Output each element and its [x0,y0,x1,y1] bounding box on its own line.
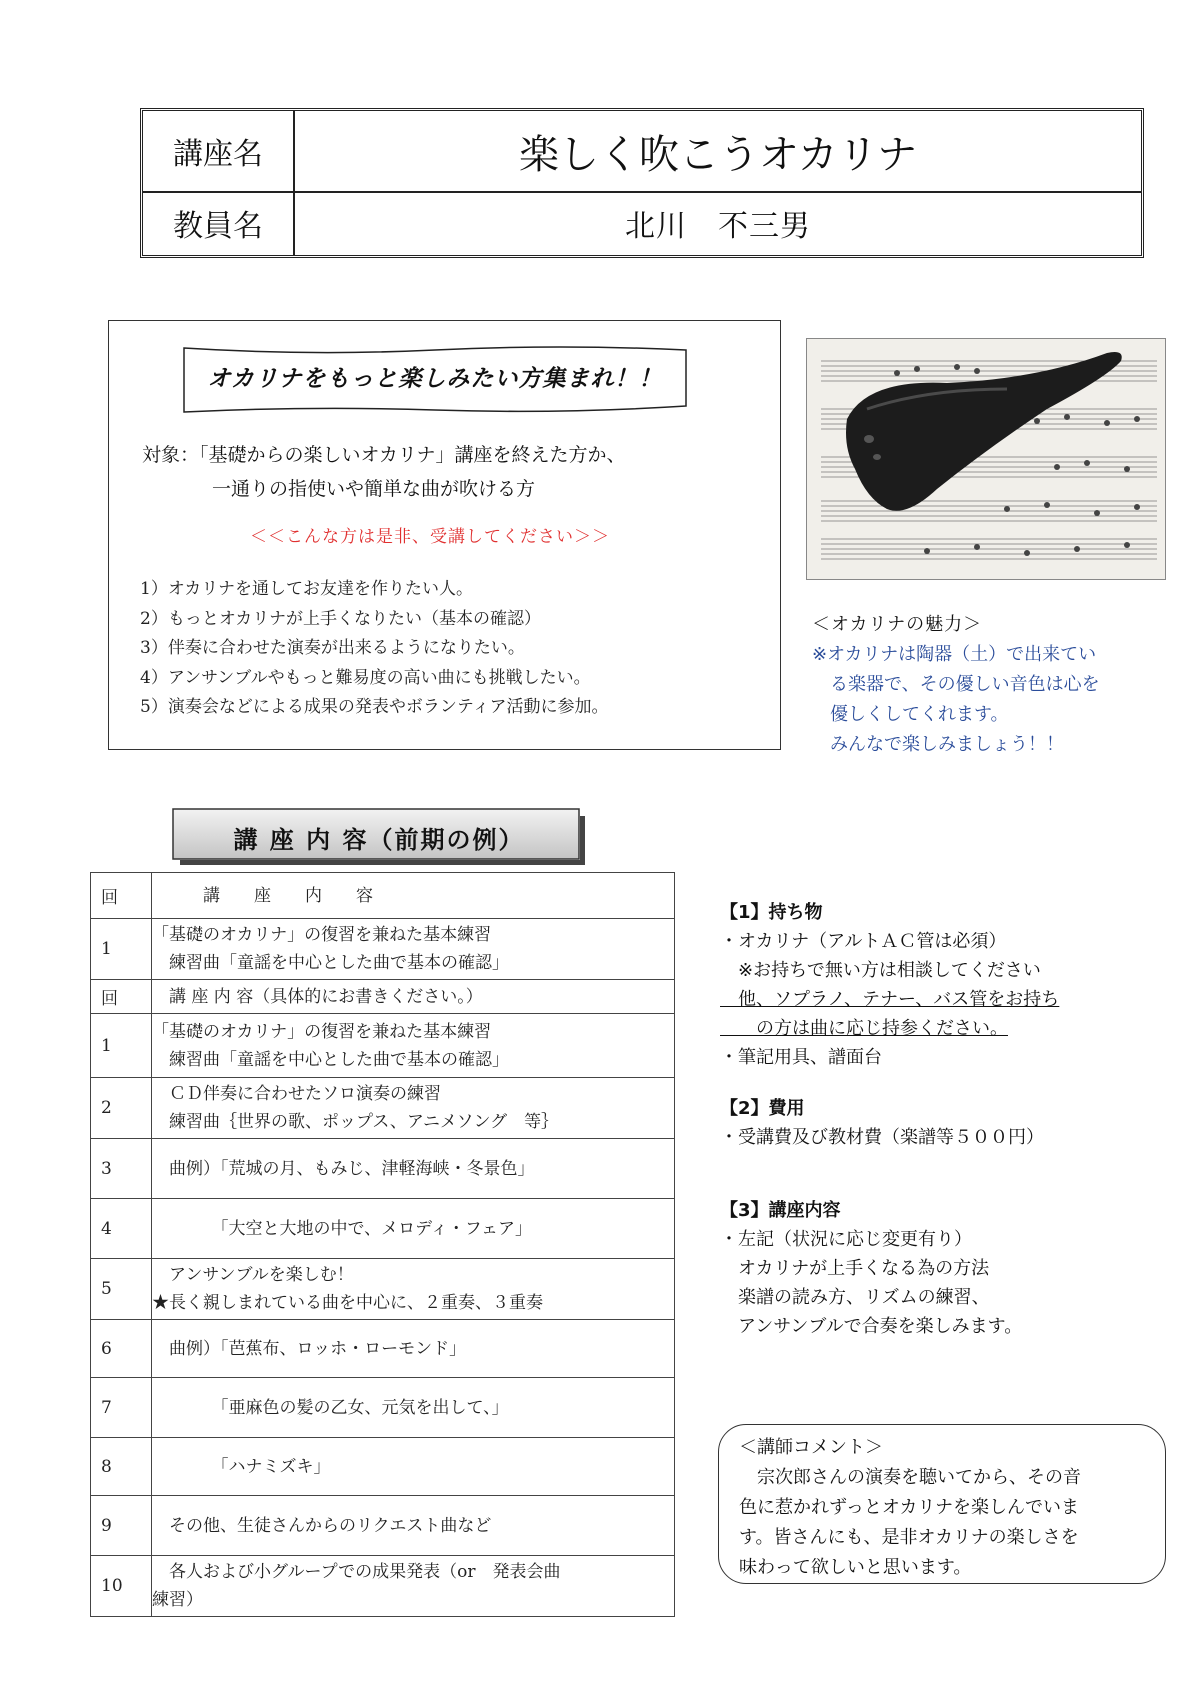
cost-item: ・受講費及び教材費（楽譜等５００円） [720,1127,1044,1148]
schedule-heading [172,808,586,866]
content-line: 楽譜の読み方、リズムの練習、 [720,1287,990,1308]
table-row [91,1496,675,1556]
col-header-no: 回 [91,873,152,919]
row-content [152,980,675,1014]
course-name-label: 講座名 [143,111,295,191]
charm-line: みんなで楽しみましょう！！ [812,734,1064,755]
row-content [152,1139,675,1199]
items-stationery: ・筆記用具、譜面台 [720,1047,882,1068]
col-header-content [152,873,675,919]
row-line: 各人および小グループでの成果発表（or 発表会曲 [152,1562,561,1582]
reason-item: 5）演奏会などによる成果の発表やボランティア活動に参加。 [140,697,609,717]
comment-line: 味わって欲しいと思います。 [739,1557,972,1578]
comment-title: ＜講師コメント＞ [739,1437,883,1458]
schedule-heading-text: 講 座 内 容（前期の例） [233,826,525,854]
content-line: ・左記（状況に応じ変更有り） [720,1229,972,1250]
row-content [152,919,675,980]
row-no: 3 [91,1139,152,1199]
row-no: 8 [91,1438,152,1496]
row-no: 7 [91,1378,152,1438]
target-line-2: 一通りの指使いや簡単な曲が吹ける方 [212,478,536,500]
items-note: ※お持ちで無い方は相談してください [720,960,1041,981]
table-row [91,1378,675,1438]
row-no: 1 [91,919,152,980]
reason-item: 4）アンサンブルやもっと難易度の高い曲にも挑戦したい。 [140,667,591,688]
target-line-1: 対象：「基礎からの楽しいオカリナ」講座を終えた方か、 [142,444,626,466]
row-line: 練習曲「童謡を中心とした曲で基本の確認」 [152,1049,509,1070]
cost-section-title: 【2】費用 [720,1098,805,1119]
row-no: 1 [91,1014,152,1078]
content-section-title: 【3】講座内容 [720,1200,841,1221]
reason-item: 2）もっとオカリナが上手くなりたい（基本の確認） [140,608,541,629]
row-line: 講 座 内 容（具体的にお書きください。） [152,986,483,1007]
content-line: オカリナが上手くなる為の方法 [720,1258,990,1279]
row-content [152,1259,675,1320]
items-ocarina: ・オカリナ（アルトＡＣ管は必須） [720,931,1007,952]
row-content [152,1199,675,1259]
teacher-name-row [143,191,1141,255]
row-line: 曲例）「荒城の月、もみじ、津軽海峡・冬景色」 [152,1158,535,1179]
row-no: 回 [91,980,152,1014]
row-line: 練習） [152,1590,203,1610]
target-audience [142,438,762,506]
row-no: 2 [91,1078,152,1139]
row-line: 「基礎のオカリナ」の復習を兼ねた基本練習 [152,925,492,945]
row-content [152,1378,675,1438]
instructor-comment [718,1424,1166,1584]
content-line: アンサンブルで合奏を楽しみます。 [720,1316,1023,1337]
items-note-underlined: の方は曲に応じ持参ください。 [720,1018,1008,1039]
items-section-title: 【1】持ち物 [720,902,823,923]
row-content [152,1014,675,1078]
row-no: 6 [91,1320,152,1378]
intro-banner [180,344,690,418]
row-line: ★長く親しまれている曲を中心に、２重奏、３重奏 [152,1293,543,1313]
comment-line: す。皆さんにも、是非オカリナの楽しさを [739,1527,1079,1548]
row-no: 10 [91,1556,152,1617]
row-content [152,1320,675,1378]
charm-line: 優しくしてくれます。 [812,704,1009,725]
table-row [91,1078,675,1139]
items-note-underlined: 他、ソプラノ、テナー、バス管をお持ち [720,989,1060,1010]
table-row [91,1139,675,1199]
intro-banner-text: オカリナをもっと楽しみたい方集まれ！！ [207,366,663,392]
row-content [152,1556,675,1617]
row-line: 練習曲｛世界の歌、ポップス、アニメソング 等｝ [152,1112,559,1132]
table-header-row [91,873,675,919]
ocarina-photo [806,338,1166,580]
reasons-list [140,575,780,723]
row-line: アンサンブルを楽しむ！ [152,1265,354,1285]
charm-line: る楽器で、その優しい音色は心を [812,674,1100,695]
row-content [152,1078,675,1139]
row-line: 「基礎のオカリナ」の復習を兼ねた基本練習 [152,1021,492,1042]
row-line: 「大空と大地の中で、メロディ・フェア」 [152,1218,532,1239]
charm-heading: ＜オカリナの魅力＞ [812,614,983,635]
row-line: 練習曲「童謡を中心とした曲で基本の確認」 [152,953,509,973]
table-row [91,1259,675,1320]
charm-line: ※オカリナは陶器（土）で出来てい [812,644,1097,665]
table-row [91,980,675,1014]
row-no: 9 [91,1496,152,1556]
comment-line: 色に惹かれずっとオカリナを楽しんでいま [739,1497,1080,1518]
teacher-name-label: 教員名 [143,191,295,255]
charm-text [812,640,1172,760]
row-line: 「ハナミズキ」 [152,1456,331,1477]
table-row [91,919,675,980]
row-line: ＣＤ伴奏に合わせたソロ演奏の練習 [152,1084,441,1104]
schedule-table [90,872,675,1617]
course-info [720,898,1170,1341]
row-content [152,1496,675,1556]
row-line: その他、生徒さんからのリクエスト曲など [152,1515,492,1536]
table-row [91,1014,675,1078]
row-no: 5 [91,1259,152,1320]
table-row [91,1199,675,1259]
table-row [91,1320,675,1378]
row-line: 「亜麻色の髪の乙女、元気を出して、」 [152,1397,509,1418]
table-row [91,1438,675,1496]
course-header-table [140,108,1144,258]
reason-item: 3）伴奏に合わせた演奏が出来るようになりたい。 [140,638,525,658]
row-content [152,1438,675,1496]
course-name-value: 楽しく吹こうオカリナ [519,131,917,178]
course-name-row [143,111,1141,193]
teacher-name-value: 北川 不三男 [625,209,811,244]
reason-item: 1）オカリナを通してお友達を作りたい人。 [140,579,473,599]
recommend-heading: ＜＜こんな方は是非、受講してください＞＞ [250,527,610,547]
ocarina-on-sheet-music-image [807,339,1165,579]
row-line: 曲例）「芭蕉布、ロッホ・ローモンド」 [152,1338,467,1359]
col-header-content-text: 講 座 内 容 [152,885,373,906]
row-no: 4 [91,1199,152,1259]
comment-line: 宗次郎さんの演奏を聴いてから、その音 [739,1467,1081,1488]
table-row [91,1556,675,1617]
